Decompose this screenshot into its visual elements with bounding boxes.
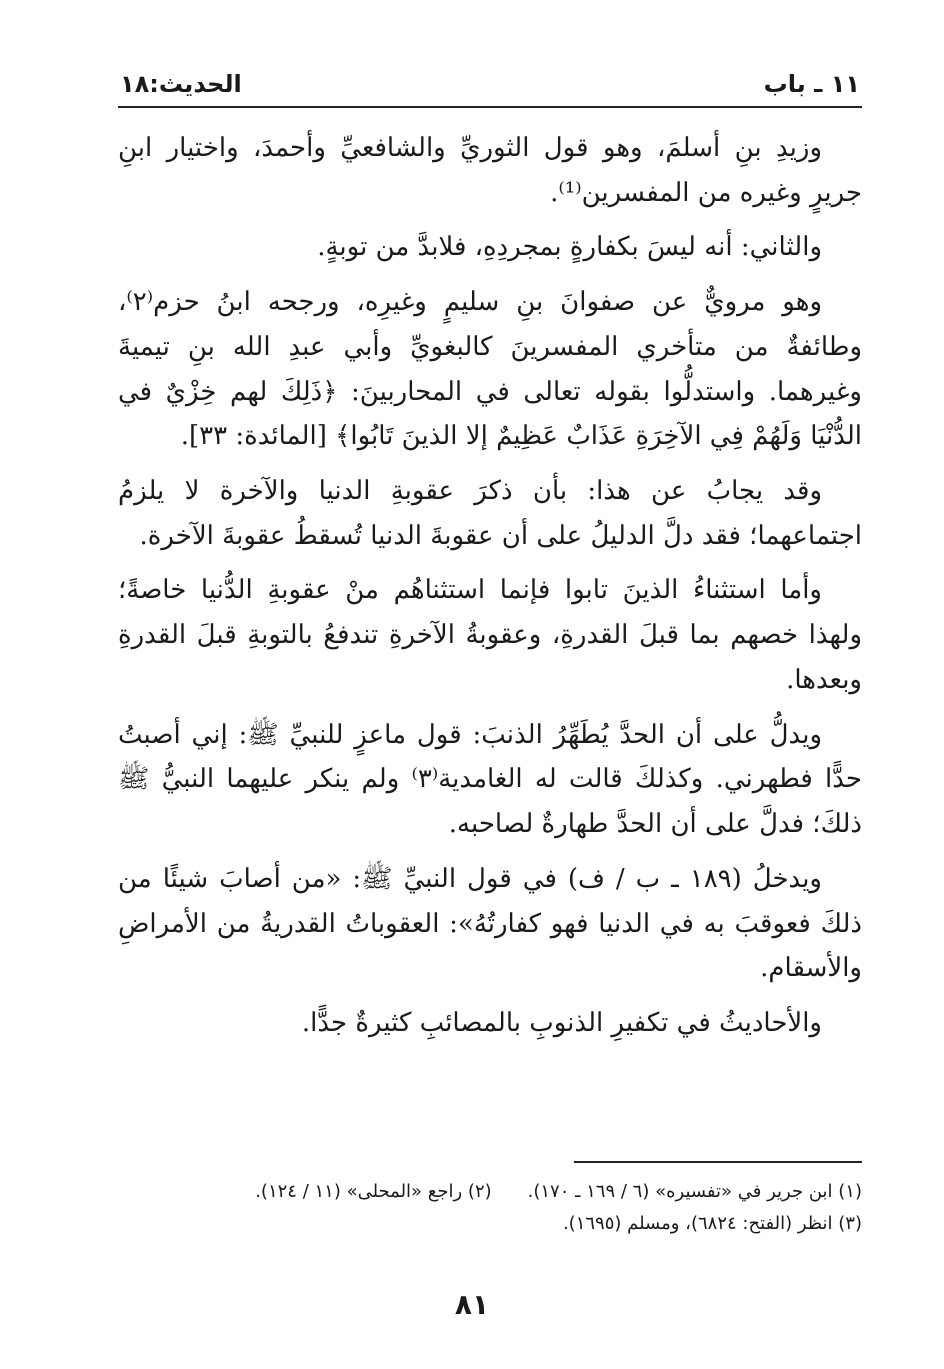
footnote-divider [574,1161,862,1163]
paragraph: والثاني: أنه ليسَ بكفارةٍ بمجردِهِ، فلابدَّ من توبةٍ. [317,232,822,263]
footnote-2: (٢) راجع «المحلى» (١١ / ١٢٤). [255,1181,492,1202]
paragraph: وأما استثناءُ الذينَ تابوا فإنما استثناهُم منْ عقوبةِ الدُّنيا خاصةً؛ ولهذا خصهم بما قبلَ القدرةِ، وعقوبةُ الآخرةِ تندفعُ بالتوبةِ قبلَ القدرةِ وبعدها. [118,575,862,695]
footnotes [118,1176,862,1239]
footnote-line [118,1208,862,1240]
hadith-number: الحديث:١٨ [120,70,242,98]
paragraph: ويدخلُ (١٨٩ ـ ب / ف) في قول النبيِّ ﷺ: «من أصابَ شيئًا من ذلكَ فعوقبَ به في الدنيا فهو كفارتُهُ»: العقوباتُ القدريةُ من الأمراضِ والأسقام. [118,863,862,984]
page-number: ٨١ [454,1288,490,1321]
paragraph: وهو مرويٌّ عن صفوانَ بنِ سليمٍ وغيرِه، ورجحه ابنُ حزم⁽٢⁾، وطائفةٌ من متأخري المفسرينَ كالبغويِّ وأبي عبدِ الله بنِ تيميةَ وغيرهما. واستدلُّوا بقوله تعالى في المحاربينَ: ﴿ذَلِكَ لهم خِزْيٌ في الدُّنْيَا وَلَهُمْ فِي الآخِرَةِ عَذَابٌ عَظِيمٌ إلا الذينَ تَابُوا﴾ [المائدة: ٣٣]. [118,287,862,452]
footnote-3: (٣) انظر (الفتح: ٦٨٢٤)، ومسلم (١٦٩٥). [562,1212,862,1234]
running-header [118,70,862,108]
paragraph: والأحاديثُ في تكفيرِ الذنوبِ بالمصائبِ كثيرةٌ جدًّا. [301,1007,822,1038]
footnote-1: (١) ابن جرير في «تفسيره» (٦ / ١٦٩ ـ ١٧٠). [527,1181,862,1202]
paragraph: وقد يجابُ عن هذا: بأن ذكرَ عقوبةِ الدنيا والآخرة لا يلزمُ اجتماعهما؛ فقد دلَّ الدليلُ على أن عقوبةَ الدنيا تُسقطُ عقوبةَ الآخرة. [118,476,862,551]
paragraph: وزيدِ بنِ أسلمَ، وهو قول الثوريِّ والشافعيِّ وأحمدَ، واختيار ابنِ جريرٍ وغيره من المفسرين⁽¹⁾. [118,133,862,208]
footnote-line [118,1176,862,1208]
paragraph: ويدلُّ على أن الحدَّ يُطَهِّرُ الذنبَ: قول ماعزٍ للنبيِّ ﷺ: إني أصبتُ حدًّا فطهرني. وكذلكَ قالت له الغامدية⁽٣⁾ ولم ينكر عليهما النبيُّ ﷺ ذلكَ؛ فدلَّ على أن الحدَّ طهارةٌ لصاحبه. [118,719,862,840]
main-text [118,126,862,1056]
chapter-title: ١١ ـ باب [763,70,860,98]
